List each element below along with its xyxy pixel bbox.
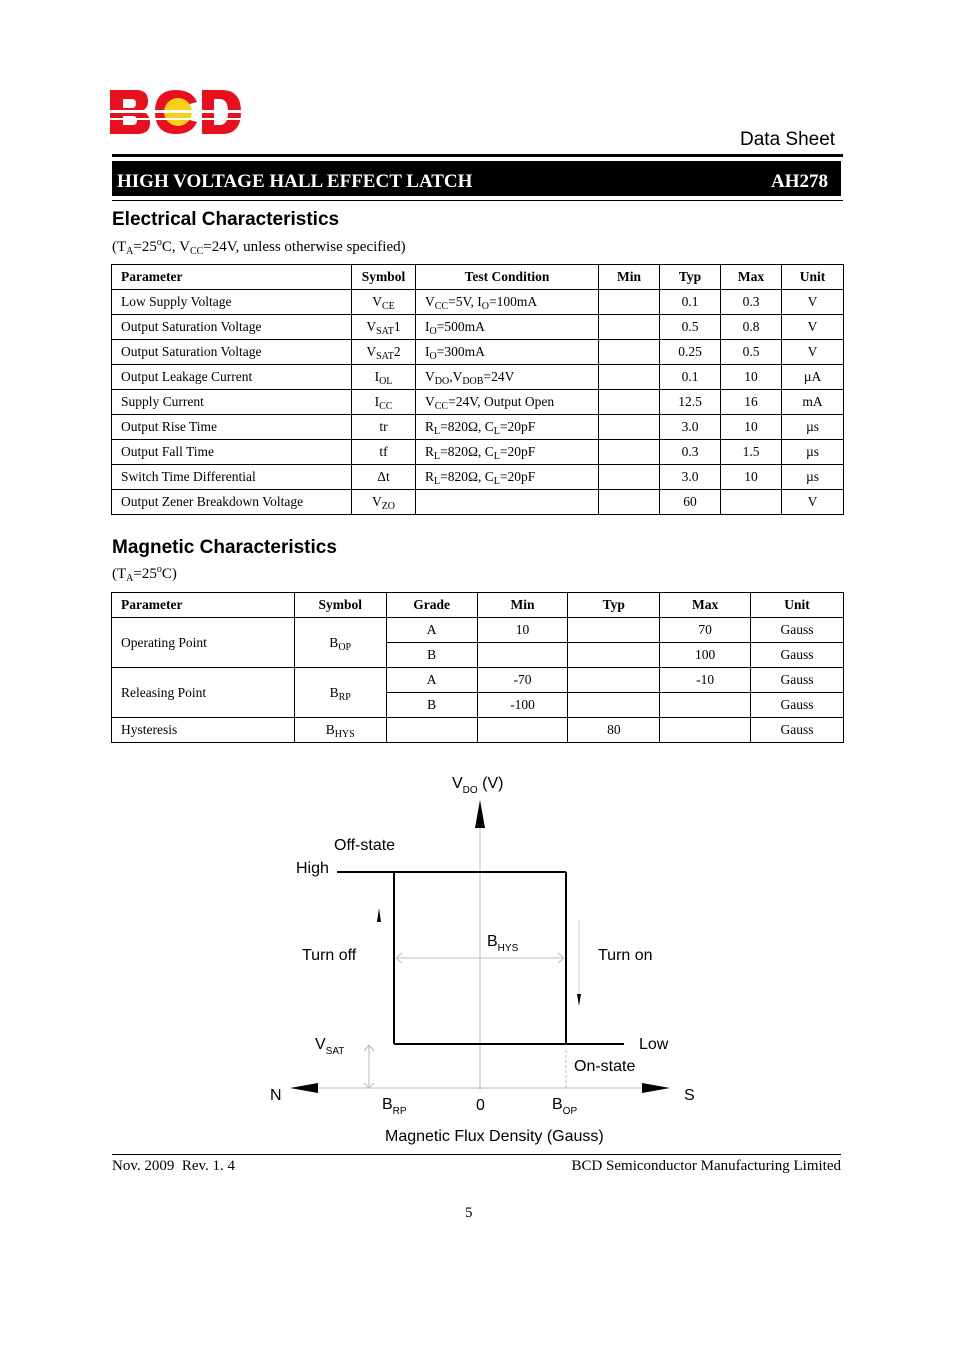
parameter-cell: Low Supply Voltage — [112, 290, 352, 315]
col-header: Max — [660, 593, 751, 618]
y-axis-label: $V_{DO}$ (V) — [452, 775, 504, 796]
min-cell — [477, 643, 568, 668]
grade-cell: B — [386, 693, 477, 718]
parameter-cell: Switch Time Differential — [112, 465, 352, 490]
min-cell — [599, 440, 660, 465]
condition-cell: $R_L=820\Omega$, $C_L=20pF$ — [416, 465, 599, 490]
typ-cell — [568, 693, 660, 718]
max-cell — [660, 693, 751, 718]
header-underline — [112, 200, 843, 201]
vsat-label: $V_{SAT}$ — [315, 1036, 345, 1057]
grade-cell: A — [386, 618, 477, 643]
grade-cell: B — [386, 643, 477, 668]
col-header: Min — [477, 593, 568, 618]
unit-cell: Gauss — [751, 718, 844, 743]
doc-type-label: Data Sheet — [740, 129, 836, 150]
unit-cell: Gauss — [751, 693, 844, 718]
col-header: Symbol — [352, 265, 416, 290]
parameter-cell: Output Fall Time — [112, 440, 352, 465]
col-header: Max — [721, 265, 782, 290]
col-header: Min — [599, 265, 660, 290]
bcd-logo — [110, 88, 242, 136]
symbol-cell: tf — [352, 440, 416, 465]
off-state-label: Off-state — [334, 837, 396, 854]
table-row — [112, 440, 844, 465]
table-row — [112, 618, 844, 643]
document-title: HIGH VOLTAGE HALL EFFECT LATCH — [117, 171, 473, 192]
min-cell — [599, 290, 660, 315]
max-cell: 0.5 — [721, 340, 782, 365]
footer-rule — [112, 1154, 841, 1155]
unit-cell: V — [782, 290, 844, 315]
page-number: 5 — [465, 1205, 473, 1221]
unit-cell: Gauss — [751, 618, 844, 643]
table-row — [112, 340, 844, 365]
col-header: Unit — [782, 265, 844, 290]
max-cell: -10 — [660, 668, 751, 693]
max-cell: 1.5 — [721, 440, 782, 465]
symbol-cell: $V_{ZO}$ — [352, 490, 416, 515]
typ-cell: 0.5 — [660, 315, 721, 340]
min-cell — [599, 490, 660, 515]
min-cell: -100 — [477, 693, 568, 718]
min-cell: -70 — [477, 668, 568, 693]
unit-cell: V — [782, 340, 844, 365]
max-cell: 70 — [660, 618, 751, 643]
unit-cell: Gauss — [751, 643, 844, 668]
table-header-row — [112, 593, 844, 618]
table-row — [112, 290, 844, 315]
condition-cell: $I_O=300mA$ — [416, 340, 599, 365]
table-row — [112, 668, 844, 693]
min-cell — [599, 415, 660, 440]
electrical-table — [111, 264, 844, 515]
high-label: High — [296, 860, 329, 877]
max-cell — [721, 490, 782, 515]
turn-off-label: Turn off — [302, 947, 357, 964]
typ-cell: 0.1 — [660, 365, 721, 390]
table-header-row — [112, 265, 844, 290]
unit-cell: µs — [782, 415, 844, 440]
parameter-cell: Output Leakage Current — [112, 365, 352, 390]
typ-cell: 0.1 — [660, 290, 721, 315]
condition-cell: $V_{CC}=5V$, $I_O=100mA$ — [416, 290, 599, 315]
condition-cell: $I_O=500mA$ — [416, 315, 599, 340]
min-cell: 10 — [477, 618, 568, 643]
condition-cell: $V_{CC}=24V$, Output Open — [416, 390, 599, 415]
parameter-cell: Output Rise Time — [112, 415, 352, 440]
max-cell: 100 — [660, 643, 751, 668]
max-cell: 0.8 — [721, 315, 782, 340]
min-cell — [599, 315, 660, 340]
typ-cell: 0.25 — [660, 340, 721, 365]
bop-label: $B_{OP}$ — [552, 1096, 578, 1117]
table-row — [112, 365, 844, 390]
symbol-cell: Δt — [352, 465, 416, 490]
symbol-cell: tr — [352, 415, 416, 440]
grade-cell — [386, 718, 477, 743]
unit-cell: Gauss — [751, 668, 844, 693]
min-cell — [599, 365, 660, 390]
south-label: S — [684, 1087, 695, 1104]
y-axis-arrow — [475, 800, 485, 828]
col-header: Unit — [751, 593, 844, 618]
x-axis-left-arrow — [290, 1083, 318, 1093]
col-header: Typ — [660, 265, 721, 290]
table-row — [112, 390, 844, 415]
col-header: Test Condition — [416, 265, 599, 290]
symbol-cell: $V_{SAT}2$ — [352, 340, 416, 365]
turn-off-arrowhead — [377, 908, 381, 922]
condition-cell: $R_L=820\Omega$, $C_L=20pF$ — [416, 415, 599, 440]
table-row — [112, 490, 844, 515]
unit-cell: V — [782, 315, 844, 340]
min-cell — [477, 718, 568, 743]
table-row — [112, 315, 844, 340]
col-header: Typ — [568, 593, 660, 618]
typ-cell: 3.0 — [660, 415, 721, 440]
footer-date-revision: Nov. 2009 Rev. 1. 4 — [112, 1158, 236, 1174]
max-cell: 10 — [721, 465, 782, 490]
parameter-cell: Releasing Point — [112, 668, 295, 718]
title-bar — [112, 161, 841, 196]
max-cell: 16 — [721, 390, 782, 415]
typ-cell: 80 — [568, 718, 660, 743]
bhys-label: $B_{HYS}$ — [487, 933, 519, 954]
min-cell — [599, 465, 660, 490]
part-number: AH278 — [771, 171, 828, 192]
symbol-cell: $I_{CC}$ — [352, 390, 416, 415]
header-rule — [112, 154, 843, 157]
typ-cell: 0.3 — [660, 440, 721, 465]
condition-cell: $R_L=820\Omega$, $C_L=20pF$ — [416, 440, 599, 465]
symbol-cell: $V_{CE}$ — [352, 290, 416, 315]
col-header: Symbol — [294, 593, 386, 618]
max-cell — [660, 718, 751, 743]
min-cell — [599, 390, 660, 415]
magnetic-heading: Magnetic Characteristics — [112, 537, 337, 558]
table-row — [112, 415, 844, 440]
parameter-cell: Output Saturation Voltage — [112, 315, 352, 340]
magnetic-table — [111, 592, 844, 743]
table-row — [112, 465, 844, 490]
hysteresis-diagram — [0, 760, 954, 1155]
x-axis-label: Magnetic Flux Density (Gauss) — [385, 1128, 604, 1145]
unit-cell: µs — [782, 465, 844, 490]
turn-on-arrowhead — [577, 994, 581, 1006]
symbol-cell: $B_{OP}$ — [294, 618, 386, 668]
min-cell — [599, 340, 660, 365]
max-cell: 10 — [721, 415, 782, 440]
typ-cell — [568, 618, 660, 643]
max-cell: 10 — [721, 365, 782, 390]
parameter-cell: Supply Current — [112, 390, 352, 415]
unit-cell: mA — [782, 390, 844, 415]
parameter-cell: Hysteresis — [112, 718, 295, 743]
unit-cell: µA — [782, 365, 844, 390]
electrical-condition: ($T_A=25^oC$, $V_{CC}=24V$, unless otherwise specified) — [112, 237, 406, 257]
symbol-cell: $V_{SAT}1$ — [352, 315, 416, 340]
typ-cell — [568, 643, 660, 668]
x-axis-right-arrow — [642, 1083, 670, 1093]
symbol-cell: $B_{RP}$ — [294, 668, 386, 718]
typ-cell: 3.0 — [660, 465, 721, 490]
table-row — [112, 718, 844, 743]
parameter-cell: Operating Point — [112, 618, 295, 668]
typ-cell: 12.5 — [660, 390, 721, 415]
col-header: Parameter — [112, 593, 295, 618]
zero-label: 0 — [476, 1097, 485, 1114]
on-state-label: On-state — [574, 1058, 636, 1075]
condition-cell — [416, 490, 599, 515]
max-cell: 0.3 — [721, 290, 782, 315]
typ-cell: 60 — [660, 490, 721, 515]
footer-company: BCD Semiconductor Manufacturing Limited — [571, 1158, 841, 1174]
col-header: Grade — [386, 593, 477, 618]
unit-cell: V — [782, 490, 844, 515]
low-label: Low — [639, 1036, 669, 1053]
parameter-cell: Output Zener Breakdown Voltage — [112, 490, 352, 515]
typ-cell — [568, 668, 660, 693]
magnetic-condition: $(T_A=25^oC)$ — [112, 564, 177, 584]
grade-cell: A — [386, 668, 477, 693]
symbol-cell: $I_{OL}$ — [352, 365, 416, 390]
condition-cell: $V_{DO},V_{DOB}=24V$ — [416, 365, 599, 390]
brp-label: $B_{RP}$ — [382, 1096, 407, 1117]
symbol-cell: $B_{HYS}$ — [294, 718, 386, 743]
parameter-cell: Output Saturation Voltage — [112, 340, 352, 365]
electrical-heading: Electrical Characteristics — [112, 209, 340, 230]
unit-cell: µs — [782, 440, 844, 465]
col-header: Parameter — [112, 265, 352, 290]
north-label: N — [270, 1087, 282, 1104]
turn-on-label: Turn on — [598, 947, 653, 964]
